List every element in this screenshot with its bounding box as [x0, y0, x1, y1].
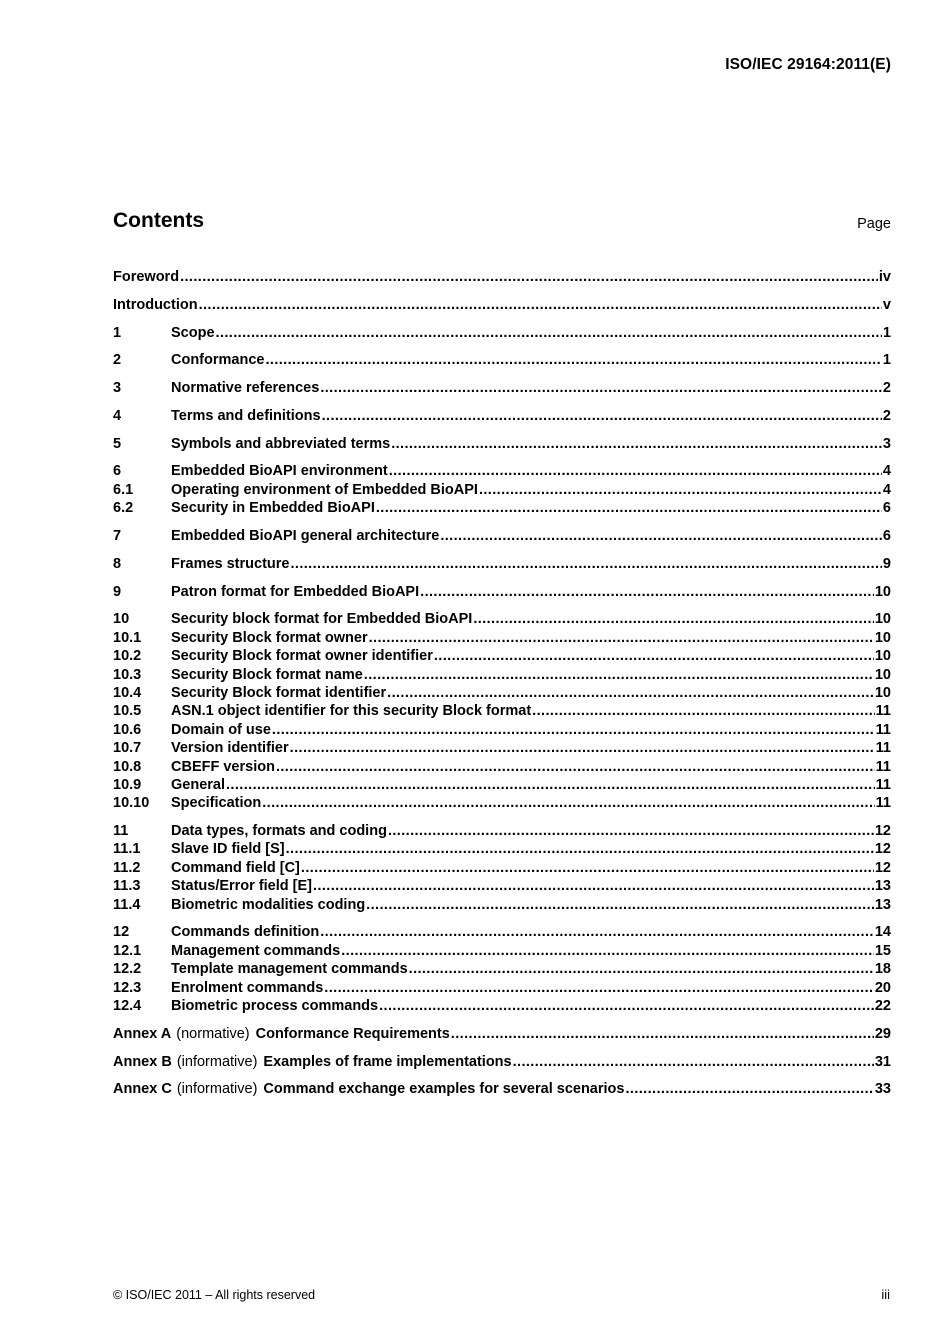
- toc-entry-number: 10: [113, 611, 130, 628]
- toc-annexes: [113, 1025, 891, 1099]
- toc-entry-number: 3: [113, 380, 122, 397]
- footer-copyright: © ISO/IEC 2011 – All rights reserved: [113, 1288, 316, 1302]
- toc-entry-page: 13: [874, 878, 891, 895]
- toc-entry[interactable]: [113, 859, 891, 877]
- toc-entry-title: Version identifier: [171, 740, 289, 757]
- toc-entry-number: 6.1: [113, 481, 134, 498]
- dot-leader: [320, 923, 874, 941]
- toc-entry-title: Security Block format name: [171, 666, 363, 683]
- toc-entry-number: 10.2: [113, 648, 142, 665]
- toc-entry[interactable]: [113, 527, 891, 545]
- dot-leader: [290, 739, 875, 757]
- toc-entry-page: 10: [874, 684, 891, 701]
- toc-entry-title: Operating environment of Embedded BioAPI: [171, 481, 478, 498]
- toc-entry-page: 6: [882, 500, 891, 517]
- toc-entry-page: 4: [882, 463, 891, 480]
- annex-title: Examples of frame implementations: [263, 1053, 512, 1070]
- toc-entry-title: Biometric process commands: [171, 997, 379, 1014]
- annex-label: Annex C: [113, 1081, 172, 1098]
- toc-entry-number: 7: [113, 528, 122, 545]
- toc-entry-title: Scope: [171, 324, 215, 341]
- toc-entry-title: Command field [C]: [171, 859, 300, 876]
- toc-entry-page: 11: [875, 758, 891, 775]
- dot-leader: [369, 629, 874, 647]
- dot-leader: [341, 942, 874, 960]
- annex-label: Annex B: [113, 1053, 172, 1070]
- toc-entry-number: 11.4: [113, 896, 141, 913]
- dot-leader: [532, 702, 874, 720]
- toc-entry-number: 8: [113, 555, 122, 572]
- toc-entry-number: 10.10: [113, 795, 150, 812]
- toc-entry-number: 10.1: [113, 629, 142, 646]
- toc-entry-page: v: [882, 296, 891, 313]
- toc-entry-page: 20: [874, 979, 891, 996]
- toc-entry-page: 22: [874, 997, 891, 1014]
- toc-entry-title: Embedded BioAPI environment: [171, 463, 388, 480]
- toc-entry[interactable]: [113, 822, 891, 840]
- toc-entry-number: 11.3: [113, 878, 141, 895]
- toc-entry[interactable]: [113, 794, 891, 812]
- toc-entry[interactable]: [113, 268, 891, 286]
- toc-entry-page: 11: [875, 776, 891, 793]
- toc-entry-page: 1: [882, 324, 891, 341]
- toc-entry-title: Security Block format identifier: [171, 684, 387, 701]
- toc-entry-title: Conformance: [171, 352, 265, 369]
- dot-leader: [276, 758, 875, 776]
- dot-leader: [366, 896, 874, 914]
- dot-leader: [301, 859, 874, 877]
- dot-leader: [272, 721, 875, 739]
- dot-leader: [391, 435, 882, 453]
- dot-leader: [226, 776, 875, 794]
- toc-entry-number: 12.1: [113, 942, 142, 959]
- dot-leader: [387, 684, 874, 702]
- toc-entry-page: 2: [882, 407, 891, 424]
- toc-entries: [113, 268, 891, 1015]
- toc-entry-title: Embedded BioAPI general architecture: [171, 528, 440, 545]
- annex-type: (normative): [176, 1025, 250, 1042]
- toc-entry[interactable]: [113, 840, 891, 858]
- toc-entry-page: 11: [875, 740, 891, 757]
- toc-entry-title: Domain of use: [171, 721, 271, 738]
- toc-entry[interactable]: [113, 739, 891, 757]
- toc-entry-number: 10.7: [113, 740, 142, 757]
- toc-entry-page: 10: [874, 648, 891, 665]
- toc-entry-number: 10.3: [113, 666, 142, 683]
- toc-entry-number: 12.3: [113, 979, 142, 996]
- dot-leader: [479, 481, 882, 499]
- toc-entry-number: 10.6: [113, 721, 142, 738]
- toc-entry-number: 9: [113, 583, 122, 600]
- toc-entry[interactable]: [113, 997, 891, 1015]
- toc-entry-page: 12: [874, 841, 891, 858]
- toc-entry-number: 10.5: [113, 703, 142, 720]
- dot-leader: [451, 1025, 874, 1043]
- toc-entry-number: 11: [113, 823, 129, 840]
- toc-entry-page: 11: [875, 795, 891, 812]
- page-column-label: Page: [857, 216, 891, 232]
- toc-entry-number: 12.2: [113, 961, 142, 978]
- toc-entry-title: Frames structure: [171, 555, 290, 572]
- toc-entry[interactable]: [113, 296, 891, 314]
- toc-entry[interactable]: [113, 776, 891, 794]
- toc-entry[interactable]: [113, 896, 891, 914]
- toc-entry[interactable]: [113, 351, 891, 369]
- toc-entry-page: 14: [874, 924, 891, 941]
- table-of-contents: [113, 268, 891, 1099]
- dot-leader: [420, 583, 874, 601]
- footer-page-number: iii: [881, 1287, 890, 1302]
- toc-entry[interactable]: [113, 647, 891, 665]
- toc-entry-page: 4: [882, 481, 891, 498]
- toc-entry[interactable]: [113, 555, 891, 573]
- dot-leader: [473, 610, 874, 628]
- dot-leader: [409, 960, 874, 978]
- toc-entry-page: 3: [882, 435, 891, 452]
- annex-label: Annex A: [113, 1025, 172, 1042]
- toc-entry-title: Specification: [171, 795, 262, 812]
- toc-entry-title: Data types, formats and coding: [171, 823, 387, 840]
- toc-entry-title: Template management commands: [171, 961, 408, 978]
- toc-entry[interactable]: [113, 499, 891, 517]
- toc-entry[interactable]: [113, 666, 891, 684]
- toc-entry-page: 6: [882, 528, 891, 545]
- toc-entry-page: 11: [875, 721, 891, 738]
- toc-entry-title: General: [171, 776, 225, 793]
- toc-entry[interactable]: [113, 942, 891, 960]
- toc-entry-page: 12: [874, 823, 891, 840]
- dot-leader: [434, 647, 874, 665]
- dot-leader: [324, 979, 874, 997]
- toc-entry-page: 10: [874, 666, 891, 683]
- document-id: ISO/IEC 29164:2011(E): [725, 56, 891, 73]
- toc-entry[interactable]: [113, 324, 891, 342]
- toc-entry[interactable]: [113, 407, 891, 425]
- toc-entry-title: Status/Error field [E]: [171, 878, 312, 895]
- toc-entry[interactable]: [113, 610, 891, 628]
- dot-leader: [322, 407, 882, 425]
- toc-entry-title: Security in Embedded BioAPI: [171, 500, 375, 517]
- toc-entry[interactable]: [113, 583, 891, 601]
- toc-entry-page: iv: [878, 269, 891, 285]
- dot-leader: [180, 268, 878, 286]
- toc-entry[interactable]: [113, 702, 891, 720]
- toc-entry-number: 11.2: [113, 859, 141, 876]
- toc-entry[interactable]: [113, 721, 891, 739]
- toc-entry-number: 6: [113, 463, 122, 480]
- toc-entry-title: Enrolment commands: [171, 979, 324, 996]
- dot-leader: [216, 324, 882, 342]
- toc-entry-number: 10.8: [113, 758, 142, 775]
- toc-entry-page: 15: [874, 942, 891, 959]
- toc-entry-title: Security Block format owner: [171, 629, 368, 646]
- toc-annex-entry[interactable]: [113, 1080, 891, 1098]
- toc-entry-page: 10: [874, 583, 891, 600]
- toc-entry[interactable]: [113, 979, 891, 997]
- toc-entry-title: Management commands: [171, 942, 341, 959]
- toc-entry-page: 10: [874, 629, 891, 646]
- toc-entry[interactable]: [113, 379, 891, 397]
- annex-type: (informative): [176, 1053, 258, 1070]
- toc-entry-page: 9: [882, 555, 891, 572]
- toc-entry-title: Foreword: [113, 269, 180, 285]
- toc-entry-number: 1: [113, 324, 122, 341]
- toc-entry-title: Introduction: [113, 296, 198, 313]
- dot-leader: [376, 499, 882, 517]
- toc-entry-number: 11.1: [113, 841, 141, 858]
- annex-title: Conformance Requirements: [255, 1025, 450, 1042]
- toc-entry-page: 10: [874, 611, 891, 628]
- dot-leader: [286, 840, 874, 858]
- toc-entry-title: Security block format for Embedded BioAPI: [171, 611, 473, 628]
- toc-entry-page: 11: [875, 703, 891, 720]
- toc-entry-title: Symbols and abbreviated terms: [171, 435, 391, 452]
- toc-entry-page: 18: [874, 961, 891, 978]
- toc-entry-number: 10.9: [113, 776, 142, 793]
- toc-entry[interactable]: [113, 923, 891, 941]
- annex-type: (informative): [176, 1081, 258, 1098]
- toc-entry-number: 5: [113, 435, 122, 452]
- dot-leader: [265, 351, 881, 369]
- annex-page: 29: [874, 1025, 891, 1042]
- toc-entry-number: 12.4: [113, 997, 142, 1014]
- dot-leader: [320, 379, 882, 397]
- annex-page: 33: [874, 1081, 891, 1098]
- toc-entry-number: 4: [113, 407, 122, 424]
- toc-entry[interactable]: [113, 435, 891, 453]
- toc-entry[interactable]: [113, 684, 891, 702]
- toc-entry-title: Biometric modalities coding: [171, 896, 366, 913]
- toc-annex-entry[interactable]: [113, 1025, 891, 1043]
- toc-entry-page: 1: [882, 352, 891, 369]
- toc-entry-number: 6.2: [113, 500, 134, 517]
- dot-leader: [290, 555, 881, 573]
- toc-entry-title: Slave ID field [S]: [171, 841, 285, 858]
- toc-entry-page: 12: [874, 859, 891, 876]
- toc-entry-title: ASN.1 object identifier for this security Block format: [171, 703, 532, 720]
- toc-entry[interactable]: [113, 877, 891, 895]
- toc-entry[interactable]: [113, 960, 891, 978]
- toc-entry[interactable]: [113, 758, 891, 776]
- toc-entry-title: Security Block format owner identifier: [171, 648, 433, 665]
- toc-entry-number: 12: [113, 924, 130, 941]
- dot-leader: [379, 997, 874, 1015]
- dot-leader: [388, 822, 874, 840]
- dot-leader: [625, 1080, 873, 1098]
- dot-leader: [262, 794, 874, 812]
- toc-entry[interactable]: [113, 629, 891, 647]
- toc-annex-entry[interactable]: [113, 1053, 891, 1071]
- toc-entry-title: Normative references: [171, 380, 320, 397]
- contents-title: Contents: [113, 209, 204, 232]
- dot-leader: [313, 877, 874, 895]
- dot-leader: [389, 462, 882, 480]
- dot-leader: [513, 1053, 874, 1071]
- dot-leader: [364, 666, 874, 684]
- dot-leader: [440, 527, 882, 545]
- toc-entry-page: 13: [874, 896, 891, 913]
- toc-entry-number: 2: [113, 352, 122, 369]
- annex-page: 31: [874, 1053, 891, 1070]
- toc-entry-title: Patron format for Embedded BioAPI: [171, 583, 420, 600]
- toc-entry[interactable]: [113, 481, 891, 499]
- dot-leader: [199, 296, 882, 314]
- toc-entry-title: Commands definition: [171, 924, 320, 941]
- toc-entry-title: Terms and definitions: [171, 407, 321, 424]
- toc-entry-page: 2: [882, 380, 891, 397]
- toc-entry-title: CBEFF version: [171, 758, 275, 775]
- toc-entry-number: 10.4: [113, 684, 142, 701]
- toc-entry[interactable]: [113, 462, 891, 480]
- annex-title: Command exchange examples for several scenarios: [263, 1081, 625, 1098]
